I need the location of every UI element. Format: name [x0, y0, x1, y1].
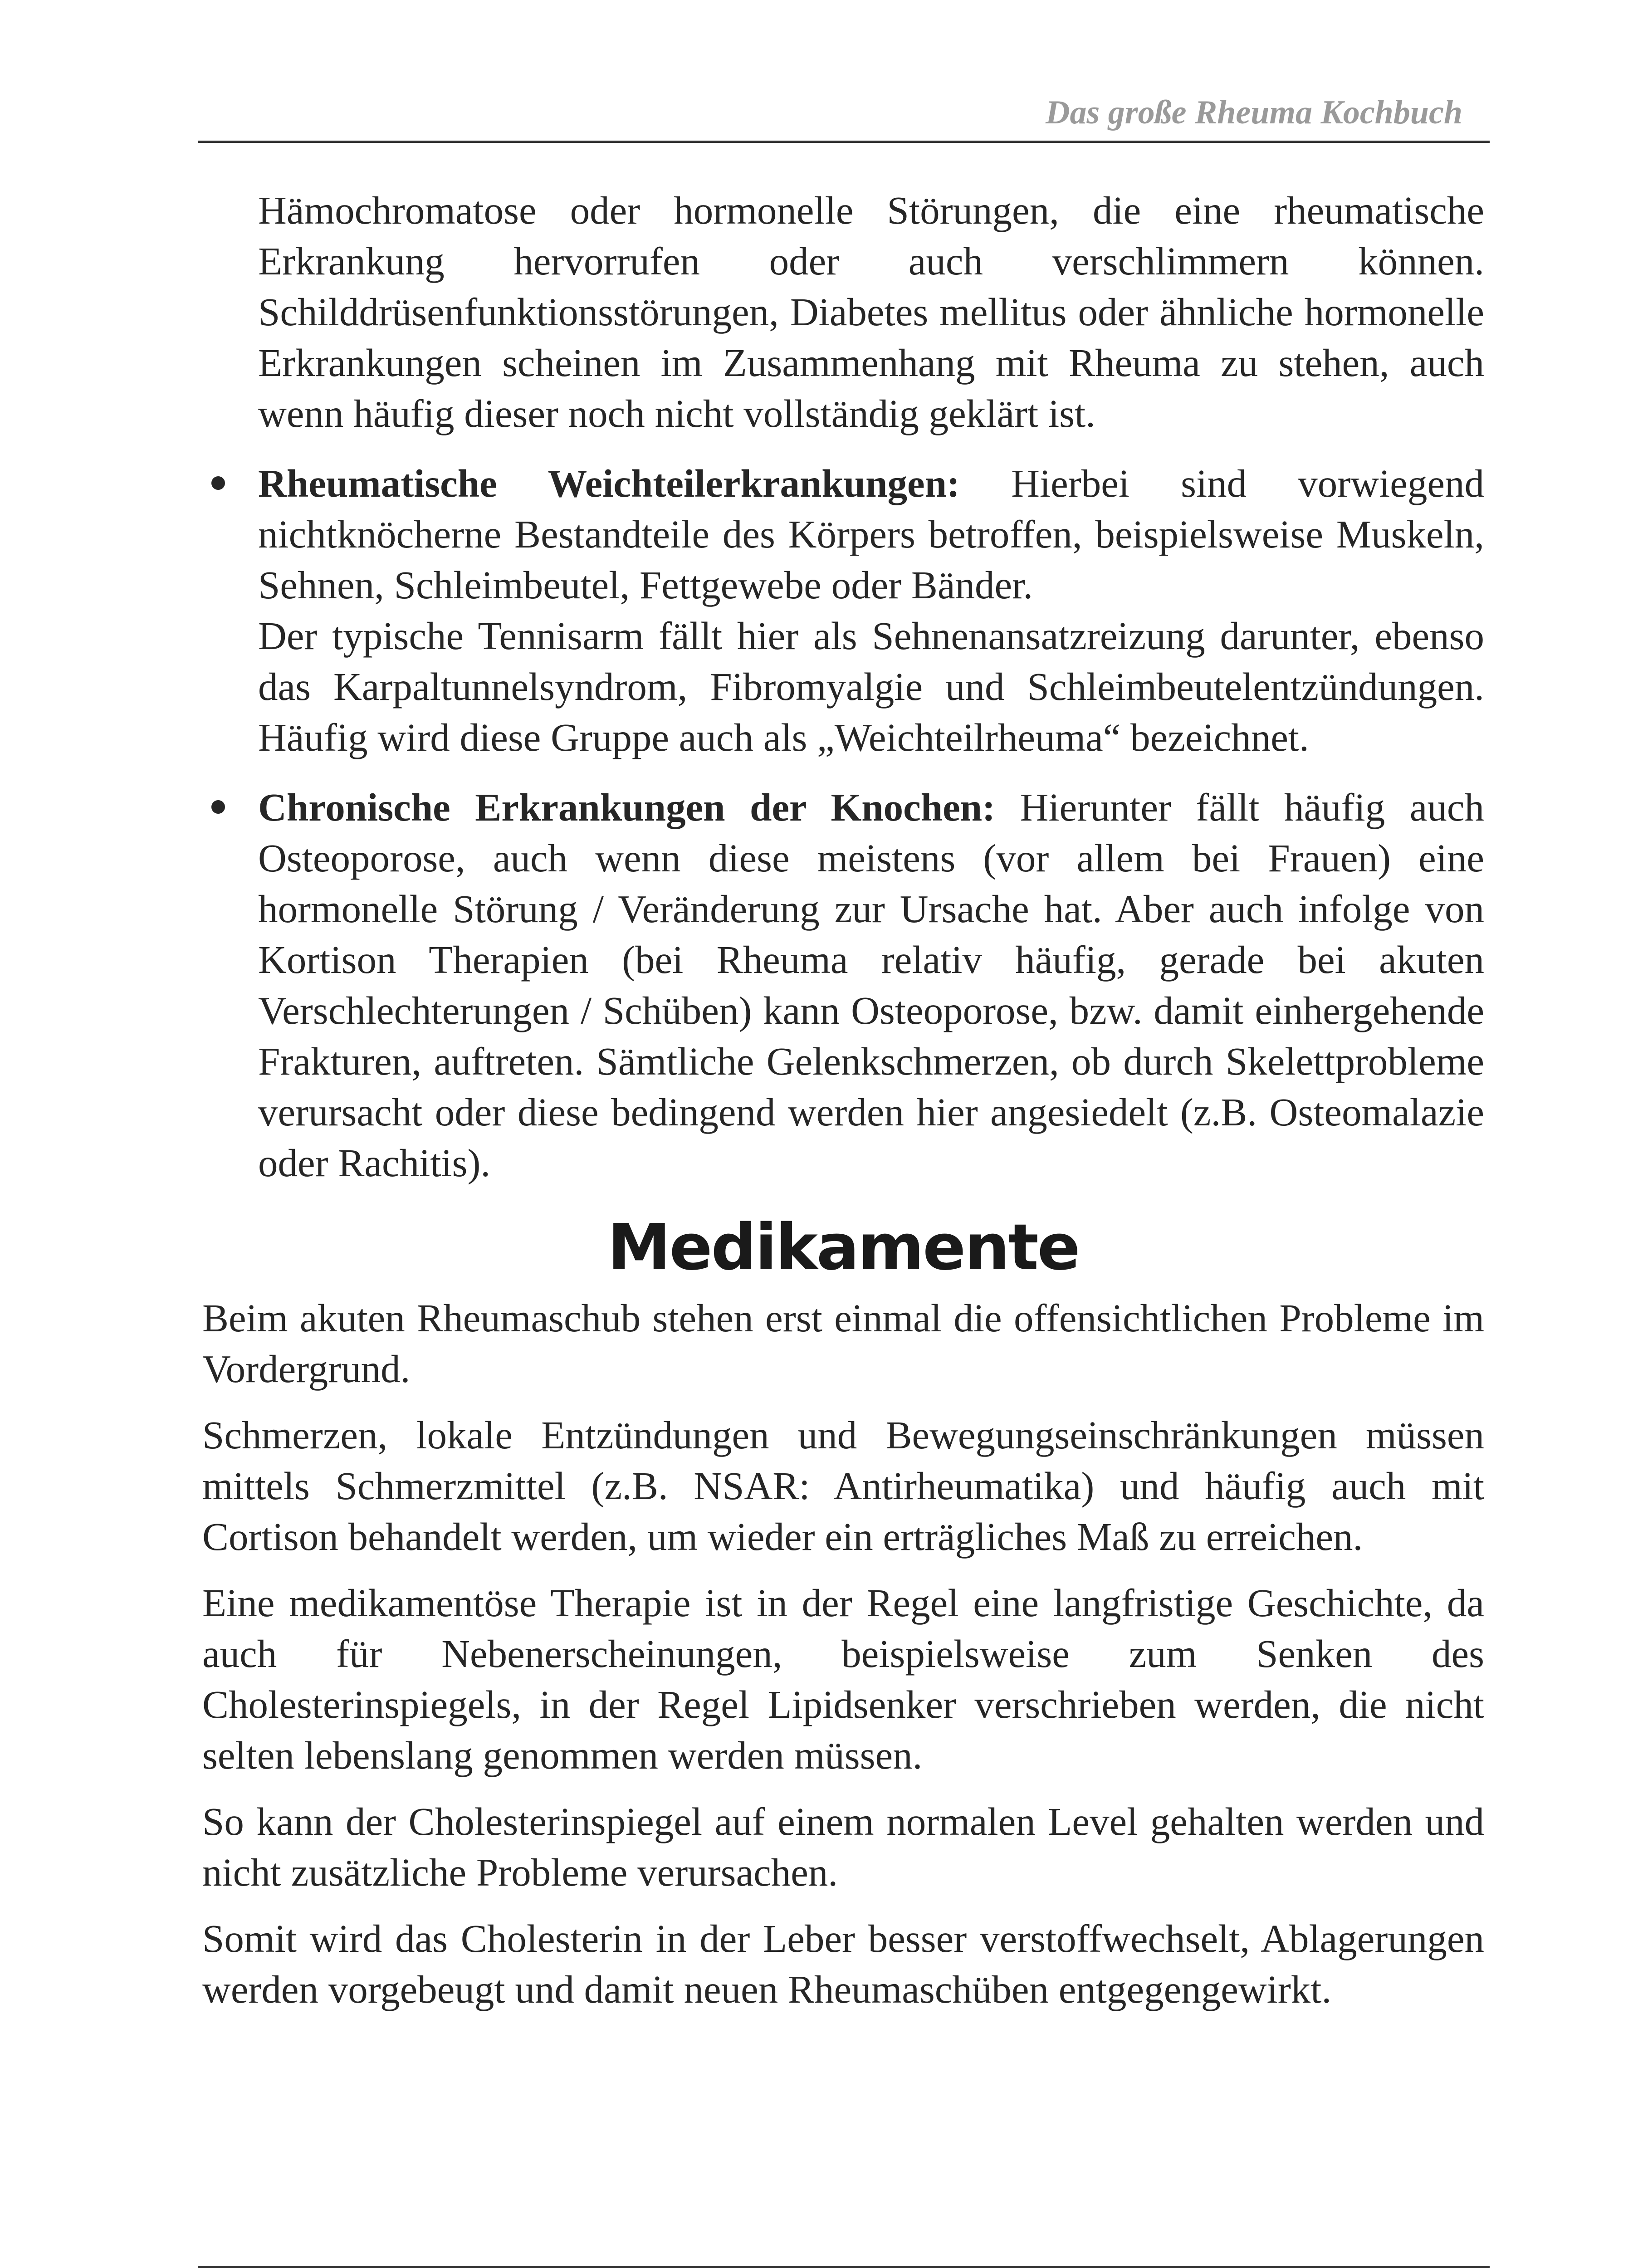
bullet-text: Hierunter fällt häufig auch Osteoporose, auch wenn diese meistens (vor allem bei Frauen) eine hormonelle Störung / Veränderung zur Ursache hat. Aber auch infolge von Kortison Therapien (bei Rheuma relativ häufig, gerade bei akuten Verschlechterungen / Schüben) kann Osteoporose, bzw. damit einhergehende Frakturen, auftreten. Sämtliche Gelenkschmerzen, ob durch Skelettprobleme verursacht oder diese bedingend werden hier angesiedelt (z.B. Osteomalazie oder Rachitis). — [258, 785, 1485, 1185]
bullet-paragraph — [258, 458, 1484, 611]
bullet-term: Rheumatische Weichteilerkrankungen: — [258, 461, 960, 505]
page-body — [202, 185, 1484, 2015]
bullet-dot-icon — [211, 800, 225, 814]
continuation-paragraph: Hämochromatose oder hormonelle Störungen, die eine rheumatische Erkrankung hervorrufen oder auch verschlimmern können. Schilddrüsenfunktionsstörungen, Diabetes mellitus oder ähnliche hormonelle Erkrankungen scheinen im Zusammenhang mit Rheuma zu stehen, auch wenn häufig dieser noch nicht vollständig geklärt ist. — [258, 188, 1484, 435]
section-heading: Medikamente — [607, 1211, 1079, 1285]
bullet-paragraph — [258, 782, 1484, 1188]
footer-rule — [198, 2266, 1490, 2268]
body-paragraph: Eine medikamentöse Therapie ist in der Regel eine langfristige Geschichte, da auch für Nebenerscheinungen, beispielsweise zum Senken des Cholesterinspiegels, in der Regel Lipidsenker verschrieben werden, die nicht selten lebenslang genommen werden müssen. — [202, 1581, 1484, 1777]
bullet-paragraph-continued: Der typische Tennisarm fällt hier als Sehnenansatzreizung darunter, ebenso das Karpaltunnelsyndrom, Fibromyalgie und Schleimbeutelentzündungen. Häufig wird diese Gruppe auch als „Weichteilrheuma“ bezeichnet. — [258, 614, 1484, 759]
body-paragraph: Schmerzen, lokale Entzündungen und Bewegungseinschränkungen müssen mittels Schmerzmittel (z.B. NSAR: Antirheumatika) und häufig auch mit Cortison behandelt werden, um wieder ein erträgliches Maß zu erreichen. — [202, 1413, 1484, 1559]
page-header — [198, 91, 1490, 143]
bullet-item-weichteil — [202, 458, 1484, 763]
body-paragraph: So kann der Cholesterinspiegel auf einem normalen Level gehalten werden und nicht zusätzliche Probleme verursachen. — [202, 1799, 1484, 1894]
bullet-item-knochen — [202, 782, 1484, 1188]
bullet-text: Hierbei sind vorwiegend nichtknöcherne Bestandteile des Körpers betroffen, beispielsweise Muskeln, Sehnen, Schleimbeutel, Fettgewebe oder Bänder. — [258, 461, 1484, 607]
body-paragraph: Somit wird das Cholesterin in der Leber besser verstoffwechselt, Ablagerungen werden vorgebeugt und damit neuen Rheumaschüben entgegengewirkt. — [202, 1916, 1484, 2011]
bullet-term: Chronische Erkrankungen der Knochen: — [258, 785, 996, 829]
bullet-dot-icon — [211, 476, 225, 490]
running-header-title: Das große Rheuma Kochbuch — [1046, 94, 1462, 131]
body-paragraph: Beim akuten Rheumaschub stehen erst einmal die offensichtlichen Probleme im Vordergrund. — [202, 1296, 1484, 1391]
